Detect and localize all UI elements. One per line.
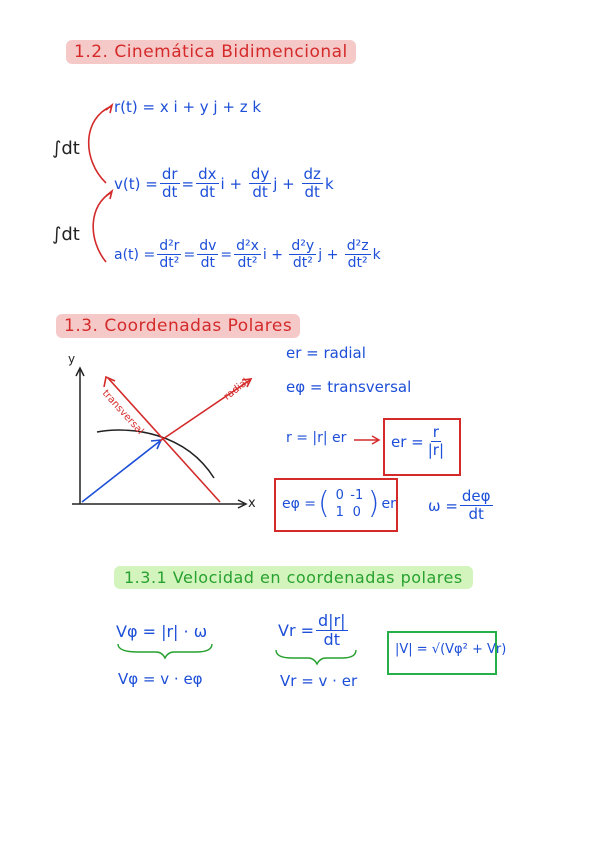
- eq-sign: =: [181, 174, 195, 193]
- omega-lhs: ω =: [428, 496, 458, 515]
- a-dt2: dt²: [159, 255, 180, 272]
- integral-dt-lower: ∫dt: [52, 224, 80, 245]
- radial-label: radial: [222, 376, 252, 403]
- v-dt-z: dt: [304, 183, 320, 202]
- section-1-3-title: 1.3. Coordenadas Polares: [56, 314, 300, 338]
- v-dt-y: dt: [252, 183, 268, 202]
- ephi-rhs: er: [381, 495, 396, 512]
- vphi-formula: Vφ = |r| · ω: [116, 622, 208, 641]
- section-1-3-1-title: 1.3.1 Velocidad en coordenadas polares: [114, 566, 473, 589]
- y-axis-label: y: [68, 352, 76, 366]
- a-d2x: d²x: [236, 238, 259, 254]
- omega-numerator: deφ: [461, 487, 491, 505]
- v-dz: dz: [303, 165, 321, 183]
- vr-denominator: dt: [323, 630, 340, 650]
- matrix-right-paren: ): [367, 486, 380, 521]
- j-unit: j: [318, 246, 323, 263]
- integral-dt-upper: ∫dt: [52, 138, 80, 159]
- a-d2r: d²r: [159, 238, 180, 254]
- a-dt2-z: dt²: [347, 255, 368, 272]
- vr-lhs: Vr =: [278, 621, 315, 641]
- v-dt-x: dt: [199, 183, 215, 202]
- ephi-definition: eφ = transversal: [286, 378, 412, 396]
- matrix-left-paren: (: [318, 486, 330, 521]
- a-dv: dv: [199, 238, 217, 254]
- k-unit: k: [324, 174, 334, 193]
- er-numerator: r: [432, 423, 439, 441]
- er-denominator: |r|: [427, 441, 445, 460]
- plus: +: [271, 246, 283, 263]
- matrix-a12: -1: [350, 487, 364, 503]
- section-1-2-title: 1.2. Cinemática Bidimencional: [66, 40, 356, 64]
- i-unit: i: [220, 174, 225, 193]
- ephi-lhs: eφ =: [282, 495, 317, 512]
- magnitude-formula: |V| = √(Vφ² + Vr): [395, 642, 507, 657]
- i-unit: i: [262, 246, 267, 263]
- matrix-a11: 0: [335, 487, 344, 503]
- v-dt: dt: [161, 183, 178, 202]
- omega-denominator: dt: [468, 505, 484, 524]
- plus: +: [326, 246, 339, 263]
- a-d2y: d²y: [291, 238, 315, 254]
- vr-numerator: d|r|: [318, 611, 346, 630]
- v-dx: dx: [198, 165, 217, 183]
- plus: +: [229, 174, 243, 193]
- eq-sign: =: [220, 246, 233, 263]
- a-dt2-y: dt²: [292, 255, 313, 272]
- vphi-underbrace: [118, 644, 212, 658]
- eq-sign: =: [183, 246, 196, 263]
- v-dy: dy: [250, 165, 270, 183]
- er-definition: er = radial: [286, 344, 366, 362]
- vr-formula: [278, 612, 350, 650]
- a-dt2-x: dt²: [237, 255, 258, 272]
- vr-underbrace: [276, 650, 356, 664]
- a-lhs: a(t) =: [114, 246, 156, 263]
- r-rhs: x i + y j + z k: [159, 98, 262, 116]
- r-lhs: r(t) =: [114, 98, 156, 116]
- a-dt: dt: [200, 255, 215, 272]
- v-dr: dr: [161, 165, 178, 183]
- a-d2z: d²z: [346, 238, 369, 254]
- transversal-label: transversal: [99, 388, 146, 437]
- v-lhs: v(t) =: [114, 174, 158, 193]
- j-unit: j: [273, 174, 278, 193]
- matrix-a21: 1: [335, 504, 344, 520]
- er-lhs: er =: [391, 432, 424, 451]
- vr-dot-formula: Vr = v · er: [280, 672, 358, 690]
- matrix-a22: 0: [352, 504, 361, 520]
- vphi-dot-formula: Vφ = v · eφ: [118, 670, 203, 688]
- r-polar-definition: r = |r| er: [286, 430, 347, 446]
- x-axis-label: x: [248, 496, 256, 511]
- k-unit: k: [372, 246, 381, 263]
- plus: +: [282, 174, 295, 193]
